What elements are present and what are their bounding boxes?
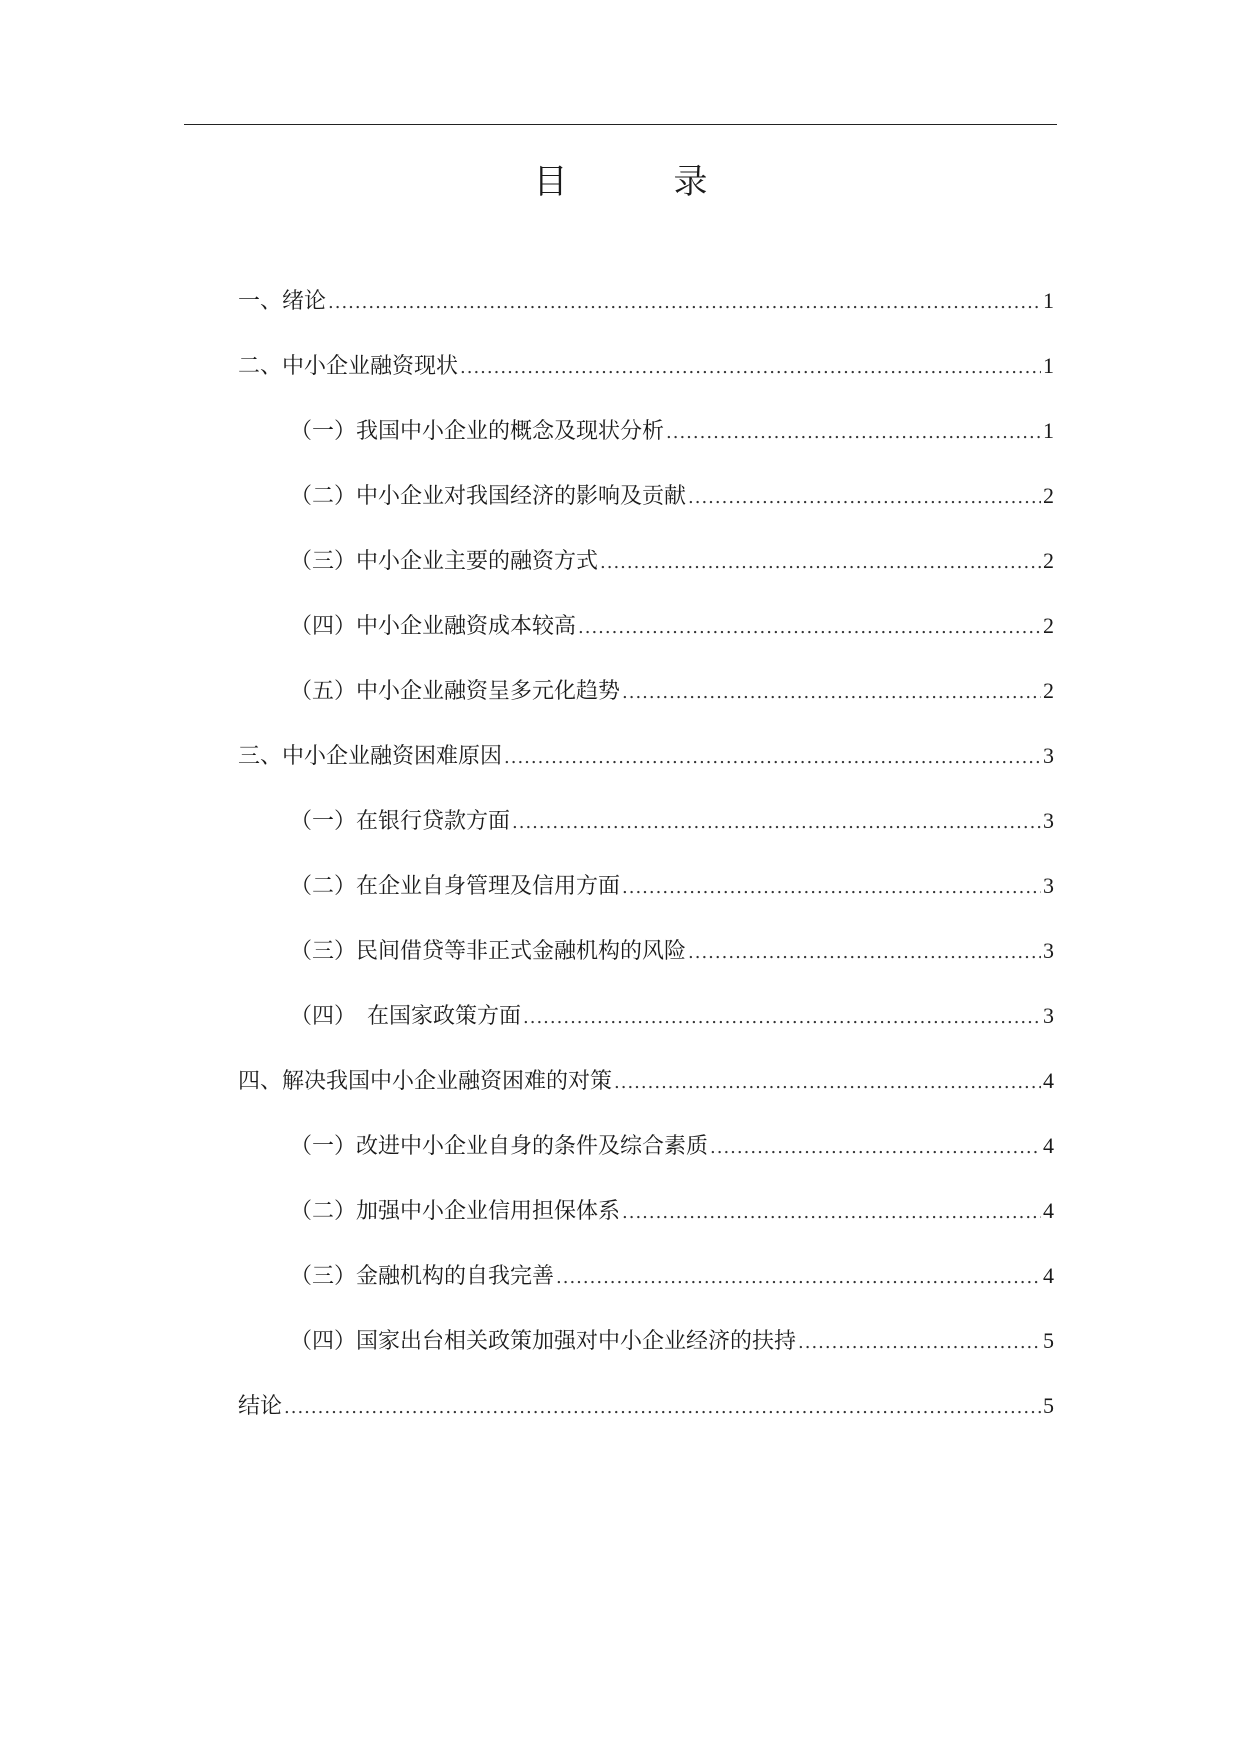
toc-dot-leader xyxy=(556,1261,1041,1295)
toc-entry-text: （一）改进中小企业自身的条件及综合素质 xyxy=(290,1134,709,1159)
toc-page-number: 2 xyxy=(1043,613,1054,638)
toc-entry[interactable] xyxy=(238,544,1054,609)
toc-page-number: 4 xyxy=(1043,1263,1054,1288)
toc-page-number: 3 xyxy=(1043,873,1054,898)
toc-entry[interactable] xyxy=(238,609,1054,674)
toc-dot-leader xyxy=(578,611,1041,645)
toc-entry[interactable] xyxy=(238,1389,1054,1454)
toc-dot-leader xyxy=(600,546,1041,580)
toc-page-number: 4 xyxy=(1043,1068,1054,1093)
page-title: 目 录 xyxy=(533,162,744,202)
toc-entry-text: 三、中小企业融资困难原因 xyxy=(238,744,503,769)
toc-page-number: 3 xyxy=(1043,808,1054,833)
toc-entry[interactable] xyxy=(238,934,1054,999)
toc-entry-text: （四） 在国家政策方面 xyxy=(290,1004,522,1029)
toc-entry[interactable] xyxy=(238,1324,1054,1389)
toc-entry-text: 一、绪论 xyxy=(238,289,327,314)
toc-entry-text: （二）中小企业对我国经济的影响及贡献 xyxy=(290,484,687,509)
toc-page-number: 4 xyxy=(1043,1198,1054,1223)
toc-dot-leader xyxy=(328,286,1041,320)
toc-page-number: 1 xyxy=(1043,353,1054,378)
toc-entry-text: （四）中小企业融资成本较高 xyxy=(290,614,577,639)
toc-page-number: 1 xyxy=(1043,288,1054,313)
toc-entry[interactable] xyxy=(238,349,1054,414)
toc-dot-leader xyxy=(622,676,1041,710)
toc-entry[interactable] xyxy=(238,674,1054,739)
toc-page-number: 3 xyxy=(1043,1003,1054,1028)
toc-page-number: 1 xyxy=(1043,418,1054,443)
toc-dot-leader xyxy=(284,1391,1041,1425)
toc-entry[interactable] xyxy=(238,869,1054,934)
toc-entry[interactable] xyxy=(238,1259,1054,1324)
toc-entry-text: 结论 xyxy=(238,1394,283,1419)
toc-page-number: 3 xyxy=(1043,938,1054,963)
toc-page-number: 4 xyxy=(1043,1133,1054,1158)
toc-page-number: 2 xyxy=(1043,483,1054,508)
toc-dot-leader xyxy=(460,351,1041,385)
toc-dot-leader xyxy=(523,1001,1041,1035)
toc-dot-leader xyxy=(622,1196,1041,1230)
toc-entry[interactable] xyxy=(238,739,1054,804)
toc-entry-text: （二）在企业自身管理及信用方面 xyxy=(290,874,621,899)
toc-entry[interactable] xyxy=(238,804,1054,869)
toc-entry-text: （一）我国中小企业的概念及现状分析 xyxy=(290,419,665,444)
header-rule xyxy=(184,124,1057,125)
toc-entry-text: （二）加强中小企业信用担保体系 xyxy=(290,1199,621,1224)
toc-entry[interactable] xyxy=(238,1064,1054,1129)
toc-dot-leader xyxy=(614,1066,1041,1100)
toc-list xyxy=(238,284,1054,1454)
toc-page-number: 5 xyxy=(1043,1328,1054,1353)
toc-dot-leader xyxy=(666,416,1041,450)
toc-page-number: 2 xyxy=(1043,548,1054,573)
toc-entry[interactable] xyxy=(238,414,1054,479)
toc-entry-text: （五）中小企业融资呈多元化趋势 xyxy=(290,679,621,704)
toc-entry[interactable] xyxy=(238,999,1054,1064)
toc-page-number: 3 xyxy=(1043,743,1054,768)
toc-entry-text: 二、中小企业融资现状 xyxy=(238,354,459,379)
toc-entry[interactable] xyxy=(238,1194,1054,1259)
toc-entry-text: （三）民间借贷等非正式金融机构的风险 xyxy=(290,939,687,964)
toc-dot-leader xyxy=(710,1131,1041,1165)
toc-entry[interactable] xyxy=(238,479,1054,544)
toc-dot-leader xyxy=(688,936,1041,970)
toc-page-number: 5 xyxy=(1043,1393,1054,1418)
toc-dot-leader xyxy=(512,806,1041,840)
toc-entry-text: （三）金融机构的自我完善 xyxy=(290,1264,555,1289)
toc-entry-text: （四）国家出台相关政策加强对中小企业经济的扶持 xyxy=(290,1329,797,1354)
toc-dot-leader xyxy=(798,1326,1041,1360)
toc-page-number: 2 xyxy=(1043,678,1054,703)
toc-dot-leader xyxy=(688,481,1041,515)
toc-entry-text: 四、解决我国中小企业融资困难的对策 xyxy=(238,1069,613,1094)
toc-dot-leader xyxy=(504,741,1041,775)
toc-entry[interactable] xyxy=(238,284,1054,349)
toc-entry[interactable] xyxy=(238,1129,1054,1194)
toc-dot-leader xyxy=(622,871,1041,905)
toc-entry-text: （一）在银行贷款方面 xyxy=(290,809,511,834)
toc-entry-text: （三）中小企业主要的融资方式 xyxy=(290,549,599,574)
